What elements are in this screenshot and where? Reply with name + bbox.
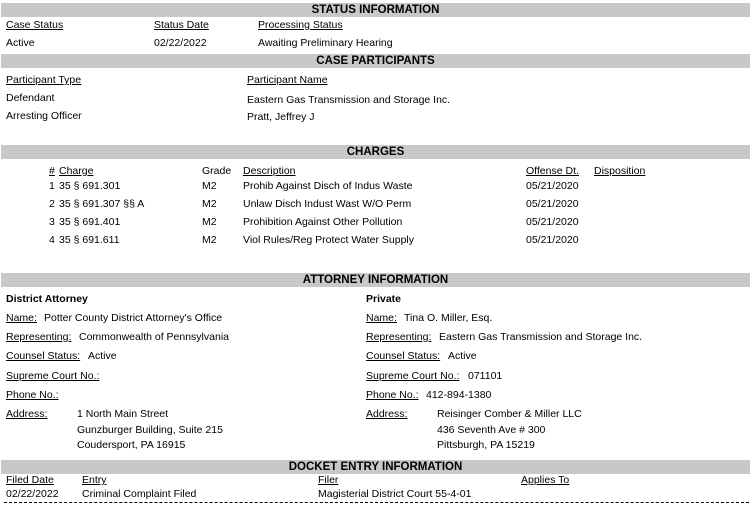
case-status-header: Case Status — [6, 19, 64, 31]
charge-offense-date: 05/21/2020 — [526, 234, 579, 246]
status-date-value: 02/22/2022 — [154, 37, 207, 49]
participant-type: Defendant — [6, 92, 55, 104]
charge-offense-date: 05/21/2020 — [526, 216, 579, 228]
pa-name-label: Name: — [366, 312, 397, 324]
da-name-label: Name: — [6, 312, 37, 324]
da-counsel-status-label: Counsel Status: — [6, 350, 81, 362]
charge-num: 1 — [49, 180, 55, 192]
pa-representing-value: Eastern Gas Transmission and Storage Inc. — [439, 331, 643, 343]
description-header: Description — [243, 165, 296, 177]
charge-num-header: # — [49, 165, 55, 177]
da-supreme-court-label: Supreme Court No.: — [6, 370, 100, 382]
pa-phone-label: Phone No.: — [366, 389, 419, 401]
charge-offense-date: 05/21/2020 — [526, 180, 579, 192]
charge-grade: M2 — [202, 234, 217, 246]
da-address-line: Gunzburger Building, Suite 215 — [77, 424, 223, 436]
charge-code: 35 § 691.301 — [59, 180, 121, 192]
charge-code: 35 § 691.307 §§ A — [59, 198, 145, 210]
district-attorney-heading: District Attorney — [6, 293, 88, 305]
pa-counsel-status-label: Counsel Status: — [366, 350, 441, 362]
case-status-value: Active — [6, 37, 35, 49]
applies-to-header: Applies To — [521, 474, 570, 486]
pa-address-line: Reisinger Comber & Miller LLC — [437, 408, 582, 420]
status-date-header: Status Date — [154, 19, 209, 31]
da-representing-value: Commonwealth of Pennsylvania — [79, 331, 229, 343]
charge-code: 35 § 691.401 — [59, 216, 121, 228]
charge-num: 3 — [49, 216, 55, 228]
da-address-line: 1 North Main Street — [77, 408, 169, 420]
charge-num: 2 — [49, 198, 55, 210]
dashed-divider — [4, 502, 749, 503]
processing-status-value: Awaiting Preliminary Hearing — [258, 37, 393, 49]
status-section-header: STATUS INFORMATION — [1, 3, 750, 17]
pa-address-line: 436 Seventh Ave # 300 — [437, 424, 546, 436]
docket-filer: Magisterial District Court 55-4-01 — [318, 488, 472, 500]
charge-offense-date: 05/21/2020 — [526, 198, 579, 210]
charges-section-header: CHARGES — [1, 145, 750, 159]
participant-type: Arresting Officer — [6, 110, 82, 122]
participant-name-header: Participant Name — [247, 74, 328, 86]
attorney-section-header: ATTORNEY INFORMATION — [1, 273, 750, 287]
pa-address-label: Address: — [366, 408, 408, 420]
grade-header: Grade — [202, 165, 232, 177]
da-address-line: Coudersport, PA 16915 — [77, 439, 186, 451]
charge-num: 4 — [49, 234, 55, 246]
charge-code: 35 § 691.611 — [59, 234, 120, 246]
participant-name: Pratt, Jeffrey J — [247, 111, 315, 123]
participant-name: Eastern Gas Transmission and Storage Inc. — [247, 94, 451, 106]
pa-supreme-court-value: 071101 — [468, 370, 503, 382]
filed-date-header: Filed Date — [6, 474, 54, 486]
charge-header: Charge — [59, 165, 94, 177]
da-counsel-status-value: Active — [88, 350, 117, 362]
charge-grade: M2 — [202, 180, 217, 192]
charge-grade: M2 — [202, 216, 217, 228]
participant-type-header: Participant Type — [6, 74, 82, 86]
participants-section-header: CASE PARTICIPANTS — [1, 54, 750, 68]
disposition-header: Disposition — [594, 165, 646, 177]
charge-description: Viol Rules/Reg Protect Water Supply — [243, 234, 414, 246]
pa-counsel-status-value: Active — [448, 350, 477, 362]
pa-address-line: Pittsburgh, PA 15219 — [437, 439, 535, 451]
docket-entry: Criminal Complaint Filed — [82, 488, 197, 500]
da-phone-label: Phone No.: — [6, 389, 59, 401]
private-attorney-heading: Private — [366, 293, 402, 305]
processing-status-header: Processing Status — [258, 19, 343, 31]
docket-filed-date: 02/22/2022 — [6, 488, 59, 500]
da-name-value: Potter County District Attorney's Office — [44, 312, 223, 324]
docket-section-header: DOCKET ENTRY INFORMATION — [1, 460, 750, 474]
charge-description: Unlaw Disch Indust Wast W/O Perm — [243, 198, 412, 210]
charge-grade: M2 — [202, 198, 217, 210]
pa-supreme-court-label: Supreme Court No.: — [366, 370, 460, 382]
pa-phone-value: 412-894-1380 — [426, 389, 492, 401]
pa-name-value: Tina O. Miller, Esq. — [404, 312, 493, 324]
offense-date-header: Offense Dt. — [526, 165, 579, 177]
entry-header: Entry — [82, 474, 107, 486]
filer-header: Filer — [318, 474, 339, 486]
charge-description: Prohibition Against Other Pollution — [243, 216, 403, 228]
pa-representing-label: Representing: — [366, 331, 432, 343]
da-representing-label: Representing: — [6, 331, 72, 343]
charge-description: Prohib Against Disch of Indus Waste — [243, 180, 413, 192]
da-address-label: Address: — [6, 408, 48, 420]
